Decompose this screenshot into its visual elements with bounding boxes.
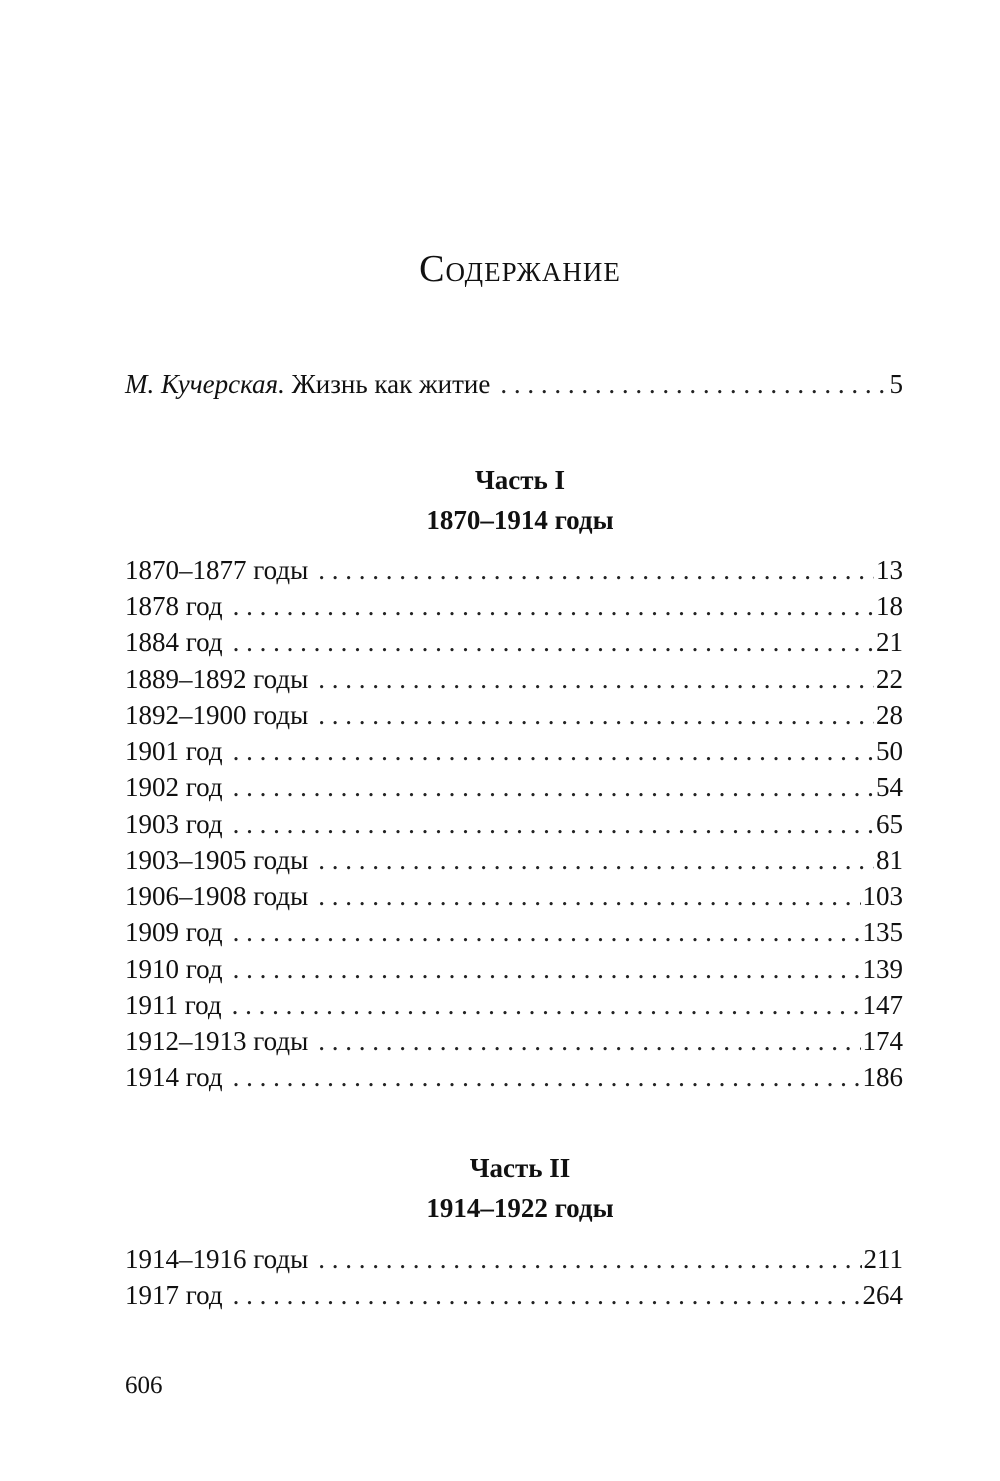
toc-entry-label <box>125 366 490 402</box>
toc-entry-page: 81 <box>876 845 903 875</box>
toc-entry-page: 13 <box>876 555 903 585</box>
toc-entry-page: 50 <box>876 736 903 766</box>
toc-entry[interactable] <box>125 733 903 769</box>
toc-entry-label: 1892–1900 годы <box>125 700 309 730</box>
toc-entry-label: 1878 год <box>125 591 223 621</box>
toc-entry-label: 1912–1913 годы <box>125 1026 309 1056</box>
toc-entry[interactable] <box>125 697 903 733</box>
toc-entry-title: Жизнь как житие <box>291 369 491 399</box>
toc-entry-page: 264 <box>862 1280 903 1310</box>
dot-leader <box>233 733 874 769</box>
dot-leader <box>318 1241 861 1277</box>
toc-entry[interactable] <box>125 987 903 1023</box>
dot-leader <box>318 842 874 878</box>
toc-entry-label: 1889–1892 годы <box>125 664 309 694</box>
dot-leader <box>233 1059 861 1095</box>
toc-entry[interactable] <box>125 1277 903 1313</box>
toc-entry-page: 147 <box>862 990 903 1020</box>
toc-entry-page: 22 <box>876 664 903 694</box>
toc-entry-page: 103 <box>862 881 903 911</box>
toc-entry[interactable] <box>125 914 903 950</box>
dot-leader <box>233 951 861 987</box>
toc-entry[interactable] <box>125 1241 903 1277</box>
page-number: 606 <box>125 1372 163 1399</box>
toc-entry-page: 139 <box>862 954 903 984</box>
toc-entry-page: 135 <box>862 917 903 947</box>
toc-entry-label: 1910 год <box>125 954 223 984</box>
dot-leader <box>233 769 874 805</box>
toc-entry-page: 186 <box>862 1062 903 1092</box>
dot-leader <box>318 661 874 697</box>
dot-leader <box>318 697 874 733</box>
toc-entry-label: 1906–1908 годы <box>125 881 309 911</box>
dot-leader <box>318 1023 860 1059</box>
toc-intro-entry[interactable] <box>125 366 903 402</box>
toc-entry-label: 1870–1877 годы <box>125 555 309 585</box>
toc-entry[interactable] <box>125 878 903 914</box>
toc-entry-page: 174 <box>862 1026 903 1056</box>
toc-entry[interactable] <box>125 624 903 660</box>
dot-leader <box>318 552 874 588</box>
toc-entry-page: 18 <box>876 591 903 621</box>
dot-leader <box>233 914 861 950</box>
toc-entry-label: 1917 год <box>125 1280 223 1310</box>
toc-entry-label: 1914 год <box>125 1062 223 1092</box>
part-1-label: Часть I <box>474 465 566 495</box>
toc-entry-label: 1901 год <box>125 736 223 766</box>
toc-entry-author: М. Кучерская. <box>125 369 285 399</box>
dot-leader <box>318 878 860 914</box>
toc-entry-page: 28 <box>876 700 903 730</box>
toc-entry[interactable] <box>125 588 903 624</box>
toc-entry-label: 1903 год <box>125 809 223 839</box>
toc-entry-label: 1903–1905 годы <box>125 845 309 875</box>
toc-entry[interactable] <box>125 661 903 697</box>
toc-entry-page: 5 <box>889 369 903 399</box>
toc-entry-label: 1914–1916 годы <box>125 1244 309 1274</box>
toc-entry-label: 1909 год <box>125 917 223 947</box>
toc-entry[interactable] <box>125 552 903 588</box>
dot-leader <box>233 588 874 624</box>
toc-entry[interactable] <box>125 1059 903 1095</box>
toc-entry-page: 211 <box>863 1244 903 1274</box>
toc-entry[interactable] <box>125 951 903 987</box>
toc-entry-page: 21 <box>876 627 903 657</box>
part-1-years: 1870–1914 годы <box>426 505 614 535</box>
toc-entry[interactable] <box>125 842 903 878</box>
part-2-label: Часть II <box>469 1153 571 1183</box>
toc-entry[interactable] <box>125 1023 903 1059</box>
toc-entry-label: 1884 год <box>125 627 223 657</box>
part-2-years: 1914–1922 годы <box>426 1193 614 1223</box>
toc-entry-page: 54 <box>876 772 903 802</box>
dot-leader <box>233 624 874 660</box>
toc-entry-label: 1911 год <box>125 990 222 1020</box>
dot-leader <box>500 366 887 402</box>
toc-entry[interactable] <box>125 806 903 842</box>
page-title: Содержание <box>419 248 621 291</box>
toc-entry-label: 1902 год <box>125 772 223 802</box>
dot-leader <box>233 806 874 842</box>
toc-entry-page: 65 <box>876 809 903 839</box>
dot-leader <box>233 1277 861 1313</box>
toc-entry[interactable] <box>125 769 903 805</box>
dot-leader <box>232 987 861 1023</box>
